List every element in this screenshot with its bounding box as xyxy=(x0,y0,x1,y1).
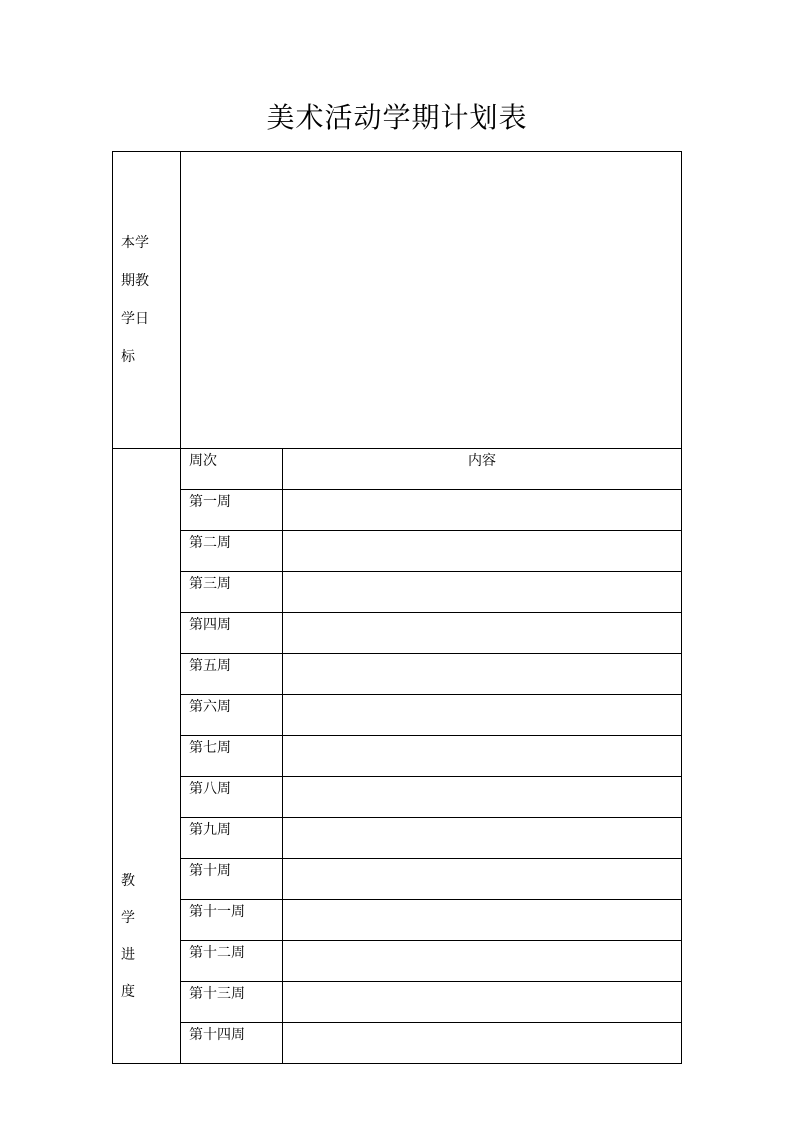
progress-label-line: 学 xyxy=(121,910,135,926)
progress-label-line: 进 xyxy=(121,947,135,963)
week-content-cell[interactable] xyxy=(283,859,682,900)
column-header-week: 周次 xyxy=(181,449,283,490)
week-label: 第四周 xyxy=(181,613,283,654)
week-content-cell[interactable] xyxy=(283,490,682,531)
progress-label-line: 度 xyxy=(121,984,135,1000)
goals-row xyxy=(113,152,682,449)
week-content-cell[interactable] xyxy=(283,695,682,736)
progress-label-line: 教 xyxy=(121,873,135,889)
week-label: 第一周 xyxy=(181,490,283,531)
goals-label-line: 学日 xyxy=(121,311,149,327)
week-row xyxy=(113,531,682,572)
week-content-cell[interactable] xyxy=(283,1023,682,1064)
week-row xyxy=(113,982,682,1023)
week-row xyxy=(113,490,682,531)
week-label: 第十二周 xyxy=(181,941,283,982)
goals-label-cell xyxy=(113,152,181,449)
week-row xyxy=(113,1023,682,1064)
week-row xyxy=(113,818,682,859)
week-content-cell[interactable] xyxy=(283,941,682,982)
week-label: 第六周 xyxy=(181,695,283,736)
week-label: 第三周 xyxy=(181,572,283,613)
week-content-cell[interactable] xyxy=(283,777,682,818)
goals-label-line: 期教 xyxy=(121,273,149,289)
week-content-cell[interactable] xyxy=(283,531,682,572)
week-content-cell[interactable] xyxy=(283,654,682,695)
week-row xyxy=(113,572,682,613)
week-row xyxy=(113,777,682,818)
goals-content-cell[interactable] xyxy=(181,152,682,449)
week-label: 第十周 xyxy=(181,859,283,900)
week-row xyxy=(113,941,682,982)
week-label: 第十四周 xyxy=(181,1023,283,1064)
week-row xyxy=(113,900,682,941)
page-title: 美术活动学期计划表 xyxy=(266,101,528,134)
week-label: 第十三周 xyxy=(181,982,283,1023)
week-label: 第九周 xyxy=(181,818,283,859)
week-content-cell[interactable] xyxy=(283,900,682,941)
week-content-cell[interactable] xyxy=(283,818,682,859)
week-content-cell[interactable] xyxy=(283,736,682,777)
week-label: 第八周 xyxy=(181,777,283,818)
week-label: 第十一周 xyxy=(181,900,283,941)
week-row xyxy=(113,613,682,654)
week-row xyxy=(113,859,682,900)
week-content-cell[interactable] xyxy=(283,572,682,613)
column-header-content: 内容 xyxy=(283,449,682,490)
week-row xyxy=(113,695,682,736)
progress-label-cell xyxy=(113,449,181,1064)
week-row xyxy=(113,654,682,695)
goals-label xyxy=(113,224,180,376)
week-label: 第二周 xyxy=(181,531,283,572)
week-content-cell[interactable] xyxy=(283,982,682,1023)
week-row xyxy=(113,736,682,777)
progress-label xyxy=(113,863,180,1063)
goals-label-line: 标 xyxy=(121,349,135,365)
week-content-cell[interactable] xyxy=(283,613,682,654)
progress-header-row xyxy=(113,449,682,490)
goals-label-line: 本学 xyxy=(121,235,149,251)
week-label: 第五周 xyxy=(181,654,283,695)
week-label: 第七周 xyxy=(181,736,283,777)
plan-table xyxy=(112,151,682,1064)
